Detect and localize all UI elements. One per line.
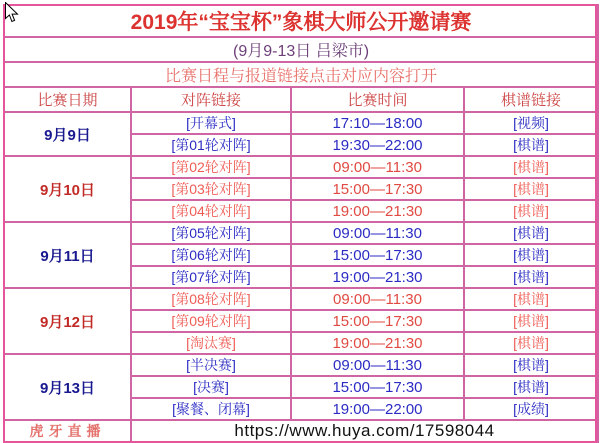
pairing-link[interactable]: [第01轮对阵] — [131, 134, 291, 156]
header-pairing-link: 对阵链接 — [131, 87, 291, 112]
record-link[interactable]: [棋谱] — [464, 134, 598, 156]
schedule-table-container — [3, 4, 597, 443]
pairing-link[interactable]: [第04轮对阵] — [131, 200, 291, 222]
pairing-link[interactable]: [第08轮对阵] — [131, 288, 291, 310]
date-cell: 9月10日 — [4, 156, 131, 222]
table-footer — [4, 420, 598, 442]
date-cell: 9月12日 — [4, 288, 131, 354]
pairing-link[interactable]: [第09轮对阵] — [131, 310, 291, 332]
record-link[interactable]: [棋谱] — [464, 288, 598, 310]
pairing-link[interactable]: [第07轮对阵] — [131, 266, 291, 288]
page-title: 2019年“宝宝杯”象棋大师公开邀请赛 — [4, 5, 598, 37]
pairing-link[interactable]: [半决赛] — [131, 354, 291, 376]
pairing-link[interactable]: [第06轮对阵] — [131, 244, 291, 266]
record-link[interactable]: [棋谱] — [464, 354, 598, 376]
header-date: 比赛日期 — [4, 87, 131, 112]
date-cell: 9月11日 — [4, 222, 131, 288]
match-time: 15:00—17:30 — [291, 244, 464, 266]
record-link[interactable]: [棋谱] — [464, 244, 598, 266]
pairing-link[interactable]: [淘汰赛] — [131, 332, 291, 354]
match-time: 15:00—17:30 — [291, 376, 464, 398]
event-dates-location: (9月9-13日 吕梁市) — [4, 37, 598, 62]
match-time: 15:00—17:30 — [291, 178, 464, 200]
date-cell: 9月13日 — [4, 354, 131, 420]
match-time: 19:30—22:00 — [291, 134, 464, 156]
match-time: 19:00—21:30 — [291, 200, 464, 222]
record-link[interactable]: [棋谱] — [464, 178, 598, 200]
huya-live-label: 虎牙直播 — [4, 420, 131, 442]
record-link[interactable]: [棋谱] — [464, 200, 598, 222]
record-link[interactable]: [棋谱] — [464, 222, 598, 244]
title-row — [4, 5, 598, 37]
pairing-link[interactable]: [开幕式] — [131, 112, 291, 134]
pairing-link[interactable]: [决赛] — [131, 376, 291, 398]
record-link[interactable]: [成绩] — [464, 398, 598, 420]
schedule-table — [3, 4, 599, 443]
header-record-link: 棋谱链接 — [464, 87, 598, 112]
match-time: 17:10—18:00 — [291, 112, 464, 134]
match-time: 09:00—11:30 — [291, 354, 464, 376]
table-static-head — [4, 5, 598, 112]
pairing-link[interactable]: [聚餐、闭幕] — [131, 398, 291, 420]
pairing-link[interactable]: [第03轮对阵] — [131, 178, 291, 200]
record-link[interactable]: [视频] — [464, 112, 598, 134]
column-header-row — [4, 87, 598, 112]
schedule-row — [4, 288, 598, 310]
record-link[interactable]: [棋谱] — [464, 376, 598, 398]
record-link[interactable]: [棋谱] — [464, 266, 598, 288]
record-link[interactable]: [棋谱] — [464, 332, 598, 354]
match-time: 19:00—21:30 — [291, 266, 464, 288]
record-link[interactable]: [棋谱] — [464, 156, 598, 178]
schedule-row — [4, 112, 598, 134]
schedule-row — [4, 354, 598, 376]
schedule-row — [4, 156, 598, 178]
schedule-body — [4, 112, 598, 420]
footer-row — [4, 420, 598, 442]
match-time: 09:00—11:30 — [291, 222, 464, 244]
record-link[interactable]: [棋谱] — [464, 310, 598, 332]
pairing-link[interactable]: [第05轮对阵] — [131, 222, 291, 244]
match-time: 19:00—22:00 — [291, 398, 464, 420]
instructions-text: 比赛日程与报道链接点击对应内容打开 — [4, 62, 598, 87]
info-row — [4, 62, 598, 87]
date-cell: 9月9日 — [4, 112, 131, 156]
match-time: 19:00—21:30 — [291, 332, 464, 354]
stream-url[interactable]: https://www.huya.com/17598044 — [131, 420, 598, 442]
match-time: 09:00—11:30 — [291, 156, 464, 178]
header-match-time: 比赛时间 — [291, 87, 464, 112]
subtitle-row — [4, 37, 598, 62]
pairing-link[interactable]: [第02轮对阵] — [131, 156, 291, 178]
mouse-cursor-icon — [4, 2, 19, 24]
schedule-row — [4, 222, 598, 244]
match-time: 09:00—11:30 — [291, 288, 464, 310]
match-time: 15:00—17:30 — [291, 310, 464, 332]
